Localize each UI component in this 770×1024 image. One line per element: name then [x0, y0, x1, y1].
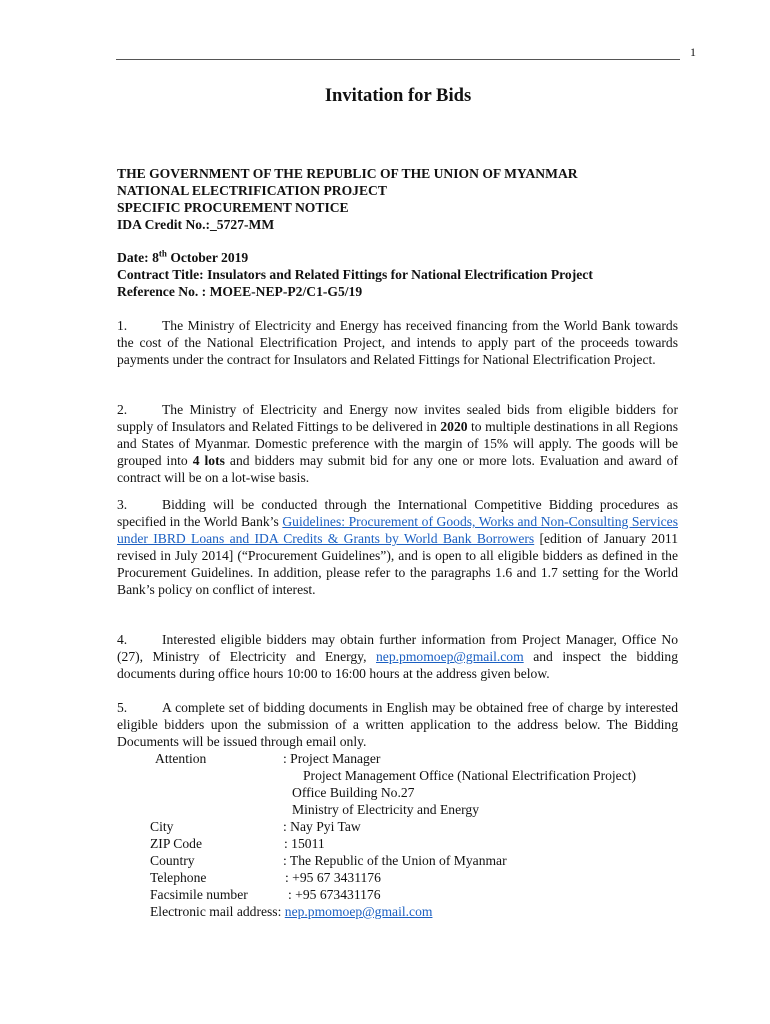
- city-label: City: [150, 818, 174, 834]
- paragraph-5: [117, 700, 678, 921]
- header-government: THE GOVERNMENT OF THE REPUBLIC OF THE UNION OF MYANMAR: [117, 166, 578, 181]
- city-value: : Nay Pyi Taw: [283, 818, 361, 834]
- notice-meta: [117, 250, 678, 301]
- page-number: 1: [690, 45, 696, 59]
- fax-value: : +95 673431176: [288, 886, 381, 902]
- paragraph-1: [117, 318, 678, 369]
- paragraph-3: 3. Bidding will be conducted through the International Competitive Bidding procedures as specified in the World Bank’s Guidelines: Procurement of Goods, Works and Non-Consulting Services under IBRD Loans and IDA Credits & Grants by World Bank Borrowers [edition of January 2011 revised in July 2014] (“Procurement Guidelines”), and is open to all eligible bidders as defined in the Procurement Guidelines. In addition, please refer to the paragraphs 1.6 and 1.7 setting for the World Bank’s policy on conflict of interest.: [117, 497, 678, 597]
- address-block: [117, 751, 678, 921]
- paragraph-number: 5.: [117, 700, 128, 715]
- paragraph-text: The Ministry of Electricity and Energy has received financing from the World Bank towards the cost of the National Electrification Project, and intends to apply part of the proceeds towards payments under the contract for Insulators and Related Fittings for National Electrification Project.: [117, 318, 678, 367]
- paragraph-number: 4.: [117, 632, 128, 647]
- email-label: Electronic mail address:: [150, 903, 285, 919]
- fax-label: Facsimile number: [150, 886, 248, 902]
- guidelines-link[interactable]: Guidelines: Procurement of Goods, Works and Non-Consulting Services under IBRD Loans and IDA Credits & Grants by World Bank Borrowers: [117, 513, 678, 546]
- office-line-3: Ministry of Electricity and Energy: [292, 801, 479, 817]
- reference-no: Reference No. : MOEE-NEP-P2/C1-G5/19: [117, 283, 363, 299]
- document-title: Invitation for Bids: [324, 85, 472, 106]
- zip-value: : 15011: [284, 835, 325, 851]
- contract-title: Contract Title: Insulators and Related Fittings for National Electrification Project: [117, 266, 593, 282]
- delivery-year: 2020: [440, 418, 468, 434]
- email-link[interactable]: nep.pmomoep@gmail.com: [376, 648, 524, 664]
- office-line-2: Office Building No.27: [292, 784, 415, 800]
- notice-header: [117, 166, 678, 234]
- header-credit-no: IDA Credit No.:_5727-MM: [117, 216, 275, 232]
- paragraph-number: 3.: [117, 497, 128, 512]
- paragraph-number: 2.: [117, 402, 128, 417]
- office-line-1: Project Management Office (National Electrification Project): [303, 767, 637, 783]
- paragraph-2: 2. The Ministry of Electricity and Energy now invites sealed bids from eligible bidders for supply of Insulators and Related Fittings to be delivered in 2020 to multiple destinations in all Regions and States of Myanmar. Domestic preference with the margin of 15% will apply. The goods will be grouped into 4 lots and bidders may submit bid for any one or more lots. Evaluation and award of contract will be on a lot-wise basis.: [117, 402, 679, 485]
- lot-count: 4 lots: [192, 452, 225, 468]
- paragraph-number: 1.: [117, 318, 128, 333]
- header-notice-type: SPECIFIC PROCUREMENT NOTICE: [117, 199, 349, 215]
- country-value: : The Republic of the Union of Myanmar: [283, 852, 507, 868]
- contact-email-link[interactable]: nep.pmomoep@gmail.com: [284, 903, 433, 919]
- telephone-value: : +95 67 3431176: [285, 869, 381, 885]
- header-project: NATIONAL ELECTRIFICATION PROJECT: [117, 182, 387, 198]
- date-line: Date: 8th October 2019: [117, 248, 249, 265]
- paragraph-text: A complete set of bidding documents in English may be obtained free of charge by interested eligible bidders upon the submission of a written application to the address below. The Bidding Documents will be issued through email only.: [117, 700, 678, 749]
- zip-label: ZIP Code: [150, 835, 202, 851]
- paragraph-4: 4. Interested eligible bidders may obtain further information from Project Manager, Office No (27), Ministry of Electricity and Energy, nep.pmomoep@gmail.com and inspect the bidding documents during office hours 10:00 to 16:00 hours at the address given below.: [117, 632, 678, 681]
- telephone-label: Telephone: [150, 869, 207, 885]
- country-label: Country: [150, 852, 195, 868]
- attention-value: : Project Manager: [283, 750, 381, 766]
- attention-label: Attention: [155, 750, 207, 766]
- header-rule: [116, 59, 680, 60]
